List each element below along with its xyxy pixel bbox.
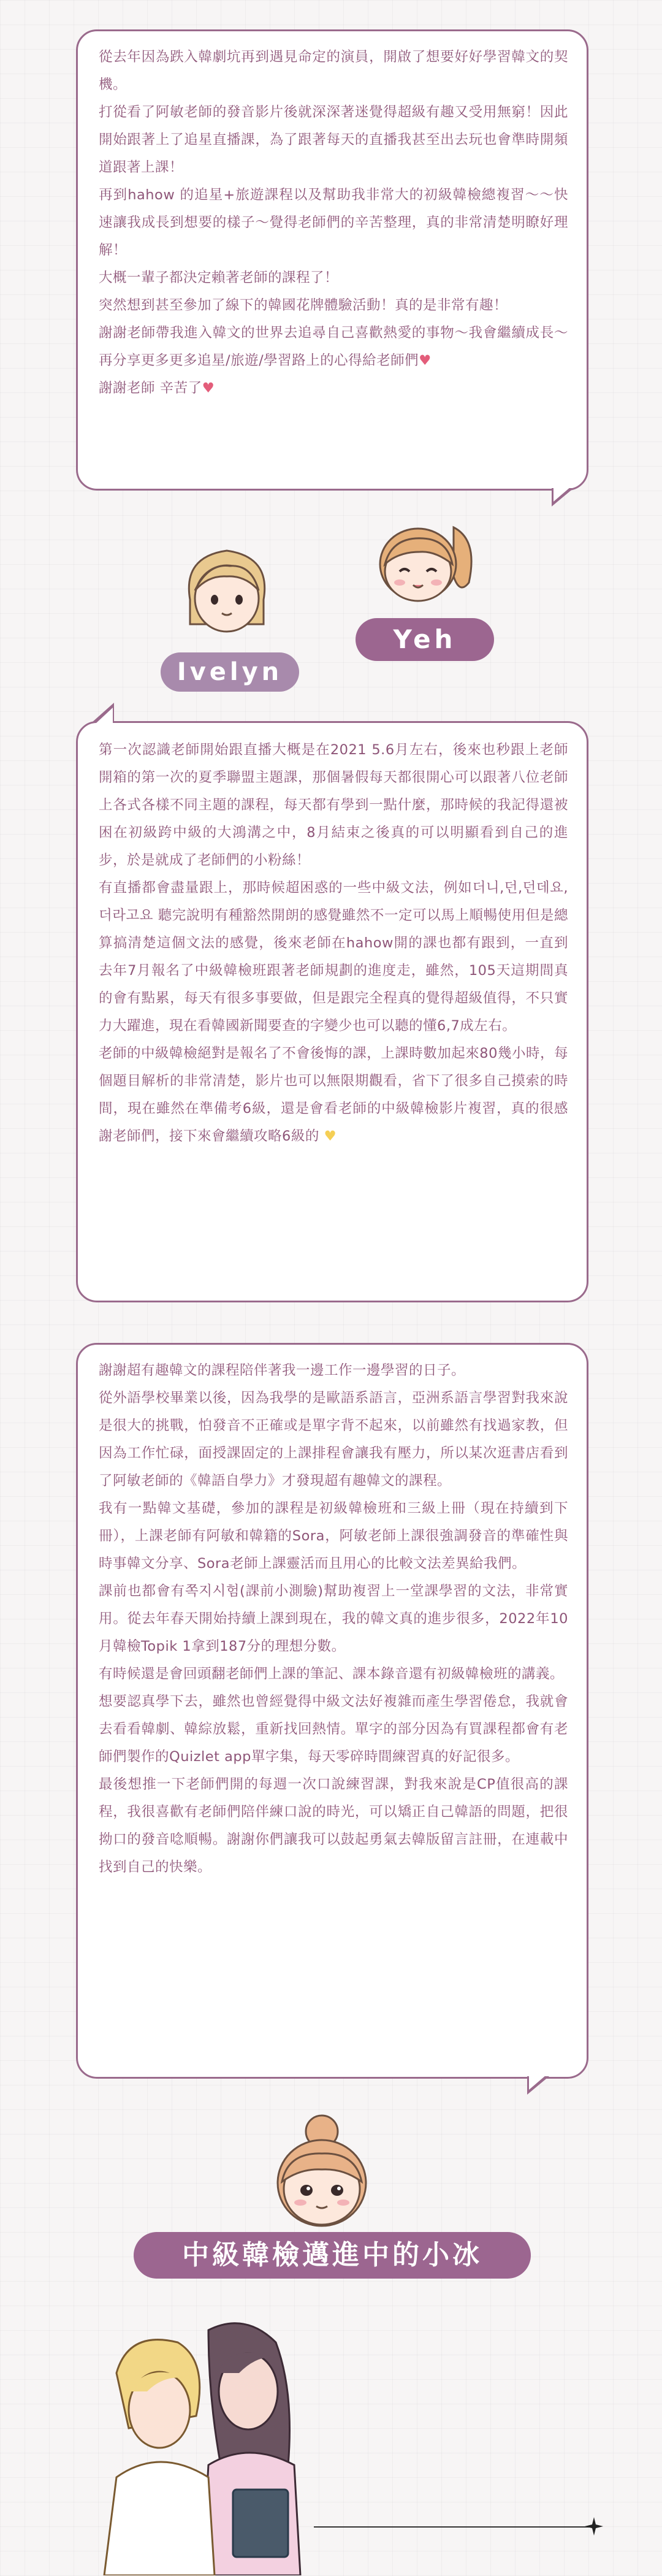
review-3-paragraph: 想要認真學下去，雖然也曾經覺得中級文法好複雜而產生學習倦怠，我就會去看看韓劇、韓綜放鬆，重新找回熱情。單字的部分因為有買課程都會有老師們製作的Quizlet app單字集，每天零碎時間練習真的好記很多。 bbox=[99, 1694, 568, 1765]
review-3-paragraph: 有時候還是會回頭翻老師們上課的筆記、課本錄音還有初級韓檢班的講義。 bbox=[99, 1666, 565, 1682]
review-1-paragraph: 謝謝老師帶我進入韓文的世界去追尋自己喜歡熱愛的事物～我會繼續成長～再分享更多更多追星/旅遊/學習路上的心得給老師們♥ bbox=[99, 325, 568, 369]
review-2-paragraph: 有直播都會盡量跟上，那時候超困惑的一些中級文法，例如더니,던,던데요,더라고요 聽完說明有種豁然開朗的感覺雖然不一定可以馬上順暢使用但是總算搞清楚這個文法的感覺，後來老師在hahow開的課也都有跟到，一直到去年7月報名了中級韓檢班跟著老師規劃的進度走，雖然，105天這期間真的會有點累，每天有很多事要做，但是跟完全程真的覺得超級值得，不只實力大躍進，現在看韓國新聞要查的字變少也可以聽的懂6,7成左右。 bbox=[99, 880, 568, 1034]
ivelyn-name-tag: Ivelyn bbox=[161, 652, 299, 692]
review-1-paragraph: 大概一輩子都決定賴著老師的課程了！ bbox=[99, 270, 339, 286]
review-1-paragraph: 從去年因為跌入韓劇坑再到遇見命定的演員，開啟了想要好好學習韓文的契機。 bbox=[99, 49, 568, 93]
bubble-tail-fill bbox=[96, 708, 113, 724]
review-3-paragraph: 課前也都會有쪽지시험(課前小測驗)幫助複習上一堂課學習的文法，非常實用。從去年春天開始持續上課到現在，我的韓文真的進步很多，2022年10月韓檢Topik 1拿到187分的理想分數。 bbox=[99, 1583, 568, 1654]
yeh-avatar bbox=[362, 503, 478, 613]
review-3-paragraph: 最後想推一下老師們開的每週一次口說練習課，對我來說是CP值很高的課程，我很喜歡有老師們陪伴練口說的時光，可以矯正自己韓語的問題，把很拗口的發音唸順暢。謝謝你們讓我可以鼓起勇氣去韓版留言註冊，在連載中找到自己的快樂。 bbox=[99, 1776, 568, 1875]
sparkle-icon bbox=[585, 2517, 603, 2536]
yeh-name-tag: Yeh bbox=[356, 618, 494, 661]
yellow-heart-icon: ♥ bbox=[324, 1128, 337, 1144]
review-2-paragraph: 老師的中級韓檢絕對是報名了不會後悔的課，上課時數加起來80幾小時，每個題目解析的非常清楚，影片也可以無限期觀看，省下了很多自己摸索的時間，現在雖然在準備考6級，還是會看老師的中級韓檢影片複習，真的很感謝老師們，接下來會繼續攻略6級的 ♥ bbox=[99, 1045, 568, 1144]
heart-icon: ♥ bbox=[419, 353, 432, 369]
review-3-paragraph: 我有一點韓文基礎，參加的課程是初級韓檢班和三級上冊（現在持續到下冊），上課老師有阿敏和韓籍的Sora，阿敏老師上課很強調發音的準確性與時事韓文分享、Sora老師上課靈活而且用心的比較文法差異給我們。 bbox=[99, 1500, 568, 1572]
review-2-paragraph: 第一次認識老師開始跟直播大概是在2021 5.6月左右，後來也秒跟上老師開箱的第一次的夏季聯盟主題課，那個暑假每天都很開心可以跟著八位老師上各式各樣不同主題的課程，每天都有學到一點什麼，那時候的我記得還被困在初級跨中級的大鴻溝之中，8月結束之後真的可以明顯看到自己的進步，於是就成了老師們的小粉絲！ bbox=[99, 742, 568, 868]
xiaobing-name-banner: 中級韓檢邁進中的小冰 bbox=[134, 2232, 531, 2279]
teachers-illustration bbox=[92, 2306, 325, 2575]
review-1-paragraph: 打從看了阿敏老師的發音影片後就深深著迷覺得超級有趣又受用無窮！因此開始跟著上了追星直播課，為了跟著每天的直播我甚至出去玩也會準時開頻道跟著上課！ bbox=[99, 104, 568, 175]
review-bubble-1 bbox=[76, 29, 588, 491]
review-bubble-2 bbox=[76, 721, 588, 1302]
heart-icon: ♥ bbox=[202, 380, 215, 396]
review-3-paragraph: 謝謝超有趣韓文的課程陪伴著我一邊工作一邊學習的日子。 bbox=[99, 1363, 466, 1378]
review-3-paragraph: 從外語學校畢業以後，因為我學的是歐語系語言，亞洲系語言學習對我來說是很大的挑戰，怕發音不正確或是單字背不起來，以前雖然有找過家教，但因為工作忙碌，面授課固定的上課排程會讓我有壓力，所以某次逛書店看到了阿敏老師的《韓語自學力》才發現超有趣韓文的課程。 bbox=[99, 1390, 568, 1489]
review-1-paragraph: 謝謝老師 辛苦了♥ bbox=[99, 380, 215, 396]
divider-line bbox=[314, 2526, 593, 2528]
review-bubble-3 bbox=[76, 1343, 588, 2079]
bubble-tail-fill bbox=[554, 487, 571, 502]
bubble-tail-fill bbox=[529, 2075, 546, 2090]
xiaobing-avatar bbox=[257, 2109, 386, 2232]
ivelyn-avatar bbox=[172, 532, 282, 643]
review-1-paragraph: 突然想到甚至參加了線下的韓國花牌體驗活動！真的是非常有趣！ bbox=[99, 297, 508, 313]
review-1-paragraph: 再到hahow 的追星+旅遊課程以及幫助我非常大的初級韓檢總複習～～快速讓我成長到想要的樣子～覺得老師們的辛苦整理，真的非常清楚明瞭好理解！ bbox=[99, 187, 568, 258]
